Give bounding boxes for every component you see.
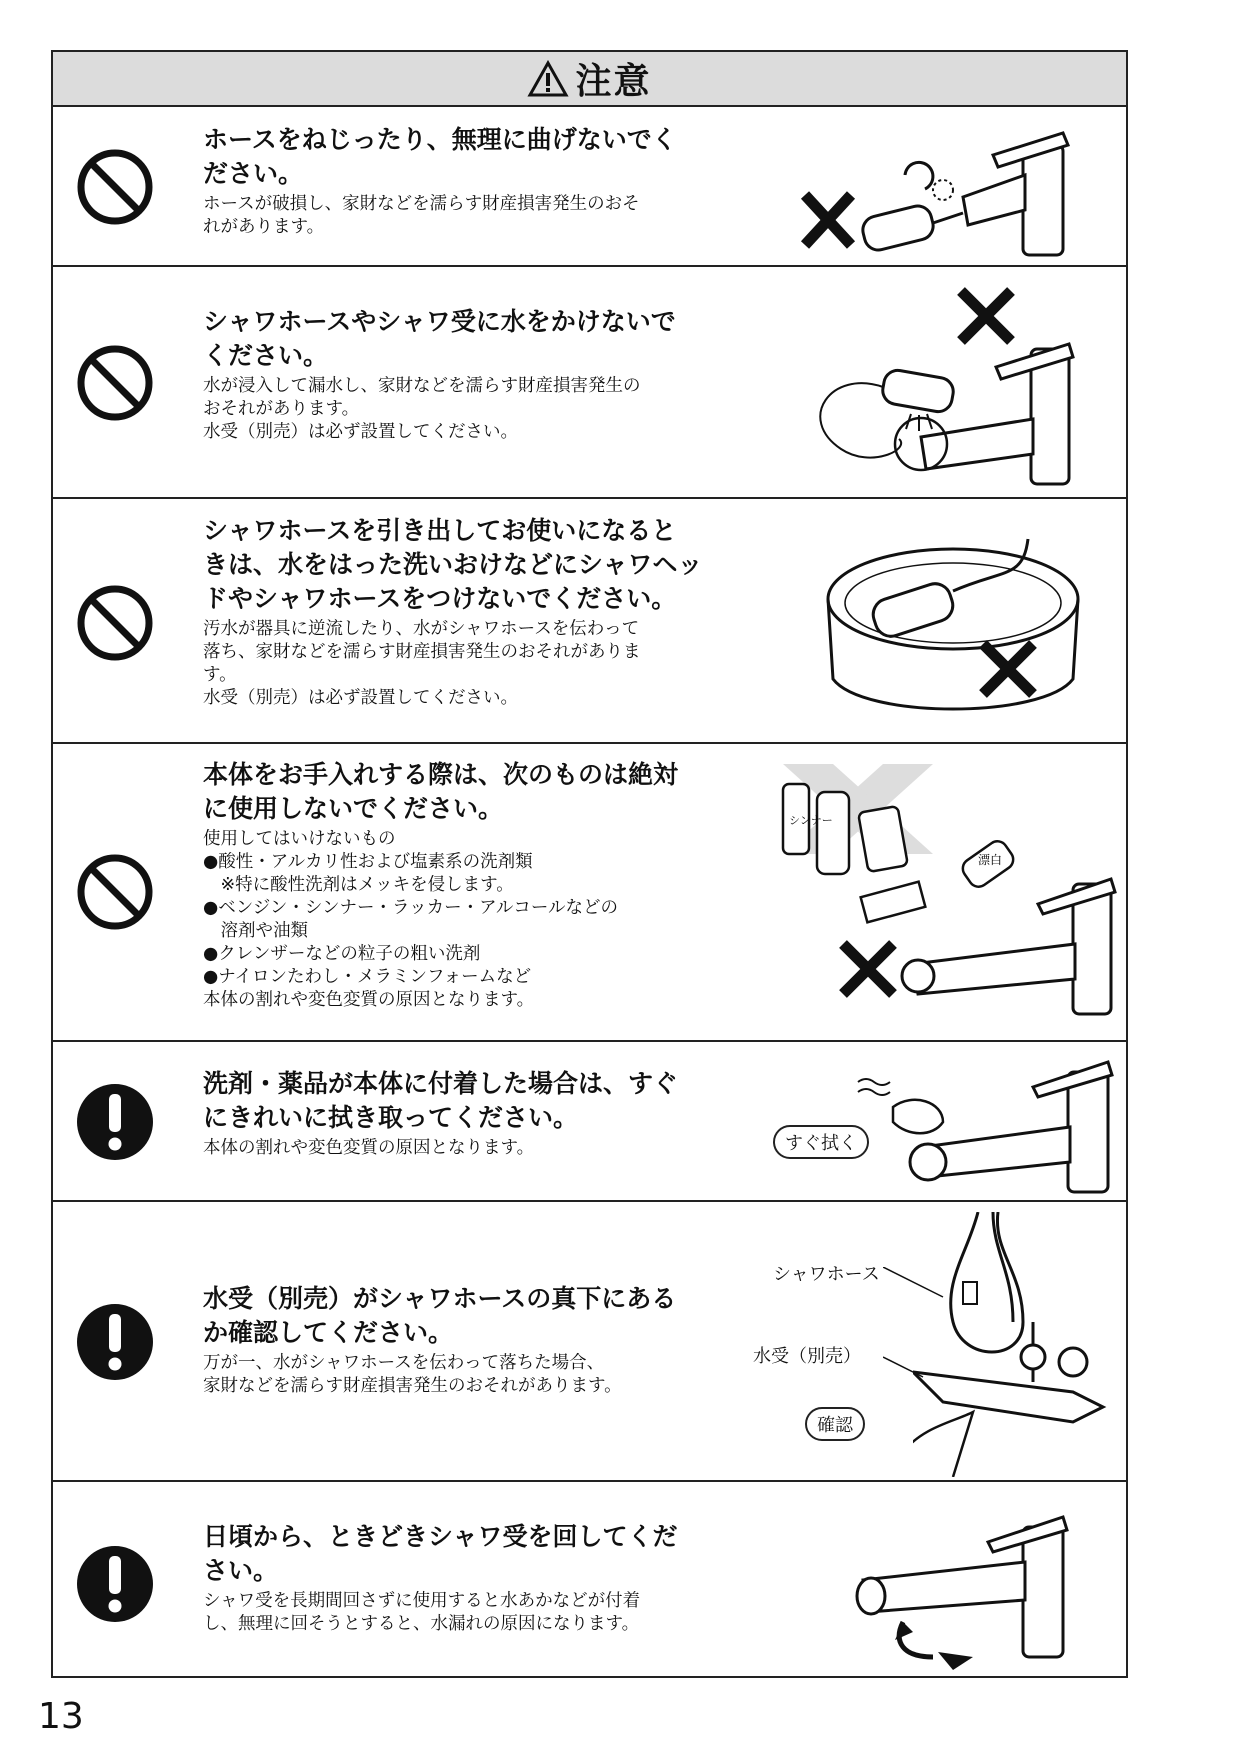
confirm-label: 確認 [805, 1407, 865, 1441]
caution-row-3 [53, 499, 1126, 744]
caution-header [53, 52, 1126, 107]
caution-row-6 [53, 1202, 1126, 1482]
svg-text:シンナー: シンナー [789, 814, 833, 827]
row-heading: 日頃から、ときどきシャワ受を回してくだ さい。 [203, 1522, 678, 1585]
caution-box [51, 50, 1128, 1678]
row-heading: 洗剤・薬品が本体に付着した場合は、すぐ にきれいに拭き取ってください。 [203, 1069, 679, 1132]
row-body: 万が一、水がシャワホースを伝わって落ちた場合、 家財などを濡らす財産損害発生のおそれがあります。 [203, 1353, 622, 1396]
hose-twist-illustration [793, 115, 1113, 260]
warning-triangle-icon [527, 60, 569, 98]
svg-text:漂白: 漂白 [978, 853, 1003, 867]
rotate-shower-illustration [843, 1492, 1123, 1672]
caution-row-5 [53, 1042, 1126, 1202]
prohibition-icon [75, 852, 155, 932]
water-splash-illustration [801, 279, 1121, 489]
caution-row-1 [53, 107, 1126, 267]
row-heading: 水受（別売）がシャワホースの真下にある か確認してください。 [203, 1284, 677, 1347]
row-body: 本体の割れや変色変質の原因となります。 [203, 1138, 535, 1158]
prohibition-icon [75, 343, 155, 423]
wash-basin-illustration [823, 529, 1123, 729]
row-body: シャワ受を長期間回さずに使用すると水あかなどが付着 し、無理に回そうとすると、水漏れの原因になります。 [203, 1591, 641, 1634]
row-body: 汚水が器具に逆流したり、水がシャワホースを伝わって 落ち、家財などを濡らす財産損害発生のおそれがありま す。 水受（別売）は必ず設置してください。 [203, 619, 641, 708]
wipe-immediately-label: すぐ拭く [773, 1125, 869, 1159]
row-body: 水が浸入して漏水し、家財などを濡らす財産損害発生の おそれがあります。 水受（別売）は必ず設置してください。 [203, 376, 641, 442]
row-heading: シャワホースを引き出してお使いになると きは、水をはった洗いおけなどにシャワヘッ ドやシャワホースをつけないでください。 [203, 516, 703, 613]
row-heading: 本体をお手入れする際は、次のものは絶対 に使用しないでください。 [203, 760, 679, 823]
caution-row-7 [53, 1482, 1126, 1678]
row-heading: シャワホースやシャワ受に水をかけないで ください。 [203, 307, 676, 370]
row-heading: ホースをねじったり、無理に曲げないでく ださい。 [203, 125, 677, 188]
mandatory-action-icon [75, 1544, 155, 1624]
prohibition-icon [75, 583, 155, 663]
caution-title: 注意 [575, 61, 652, 102]
row-body: 使用してはいけないもの ●酸性・アルカリ性および塩素系の洗剤類 ※特に酸性洗剤はメッキを侵します。 ●ベンジン・シンナー・ラッカー・アルコールなどの 溶剤や油類 ●クレンザーなどの粒子の粗い洗剤 ●ナイロンたわし・メラミンフォームなど 本体の割れや変色変質の原因となります。 [203, 829, 619, 1010]
prohibition-icon [75, 147, 155, 227]
page-number: 13 [38, 1696, 84, 1737]
cleaning-agents-illustration [773, 764, 1123, 1034]
caution-row-4 [53, 744, 1126, 1042]
mandatory-action-icon [75, 1082, 155, 1162]
drip-tray-label: 水受（別売） [753, 1346, 861, 1367]
caution-row-2 [53, 267, 1126, 499]
shower-hose-label: シャワホース [773, 1264, 880, 1285]
wipe-faucet-illustration [853, 1052, 1123, 1197]
mandatory-action-icon [75, 1302, 155, 1382]
label-leader-lines [883, 1267, 963, 1387]
row-body: ホースが破損し、家財などを濡らす財産損害発生のおそ れがあります。 [203, 194, 640, 237]
